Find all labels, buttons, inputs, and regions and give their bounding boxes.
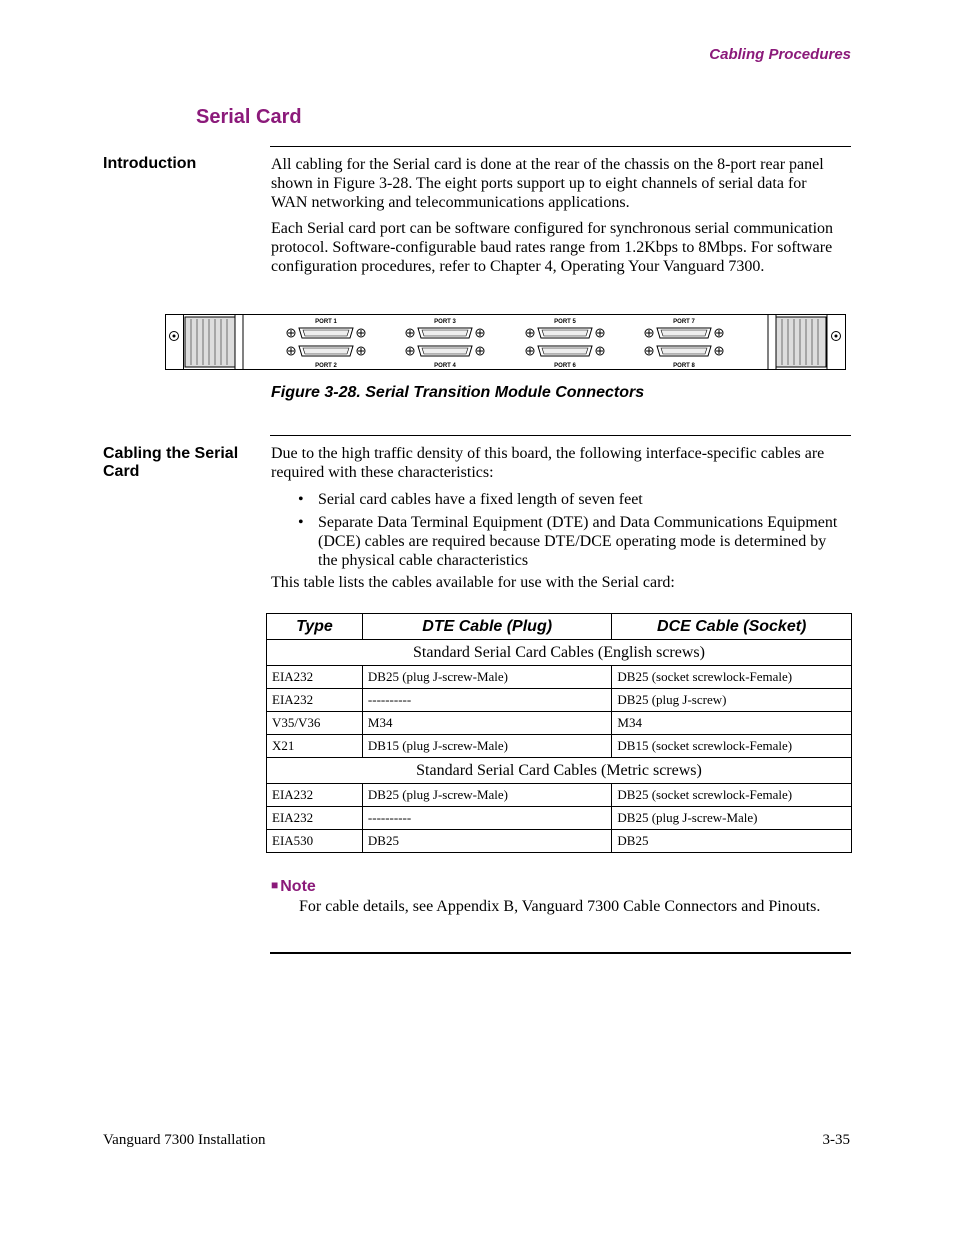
running-header: Cabling Procedures [709, 46, 851, 63]
cell-dte: ---------- [362, 689, 612, 712]
header-dte: DTE Cable (Plug) [362, 614, 612, 640]
port-7-label: PORT 7 [673, 319, 695, 325]
header-dce: DCE Cable (Socket) [612, 614, 852, 640]
serial-transition-module-figure [165, 314, 846, 370]
cabling-intro: Due to the high traffic density of this board, the following interface-specific cables are required with these characteristics: [271, 445, 825, 481]
table-row [267, 712, 852, 735]
group-metric-label: Standard Serial Card Cables (Metric screws) [267, 758, 852, 784]
group-english-label: Standard Serial Card Cables (English screws) [267, 640, 852, 666]
cabling-rule [270, 435, 851, 436]
table-group-row [267, 640, 852, 666]
cell-dte: ---------- [362, 807, 612, 830]
table-row [267, 666, 852, 689]
bullet-text: Separate Data Terminal Equipment (DTE) and Data Communications Equipment (DCE) cables are required because DTE/DCE operating mode is determined by the physical cable characteristics [318, 514, 838, 569]
table-row [267, 830, 852, 853]
introduction-body [271, 155, 846, 283]
cables-table [266, 613, 852, 853]
cell-dce: DB25 (socket screwlock-Female) [612, 666, 852, 689]
note-square-icon: ■ [271, 878, 279, 892]
cell-dce: DB15 (socket screwlock-Female) [612, 735, 852, 758]
cell-dce: M34 [612, 712, 852, 735]
table-intro: This table lists the cables available for use with the Serial card: [271, 574, 675, 591]
cell-type: EIA232 [267, 666, 363, 689]
cell-dce: DB25 (plug J-screw) [612, 689, 852, 712]
header-type: Type [267, 614, 363, 640]
cell-dce: DB25 (plug J-screw-Male) [612, 807, 852, 830]
cell-type: EIA232 [267, 784, 363, 807]
introduction-heading: Introduction [103, 155, 197, 172]
table-row [267, 784, 852, 807]
cell-dte: DB25 [362, 830, 612, 853]
note-heading-text: Note [280, 878, 316, 895]
cell-dte: DB25 (plug J-screw-Male) [362, 784, 612, 807]
port-2-label: PORT 2 [315, 363, 337, 369]
bullet-dot: • [298, 514, 304, 531]
footer-doc-title: Vanguard 7300 Installation [103, 1132, 266, 1148]
port-5-label: PORT 5 [554, 319, 576, 325]
cell-type: V35/V36 [267, 712, 363, 735]
note-body: For cable details, see Appendix B, Vanguard 7300 Cable Connectors and Pinouts. [299, 898, 821, 915]
cell-dte: DB25 (plug J-screw-Male) [362, 666, 612, 689]
port-3-label: PORT 3 [434, 319, 456, 325]
port-1-label: PORT 1 [315, 319, 337, 325]
cell-dte: DB15 (plug J-screw-Male) [362, 735, 612, 758]
table-row [267, 807, 852, 830]
table-group-row [267, 758, 852, 784]
intro-paragraph-1: All cabling for the Serial card is done at the rear of the chassis on the 8-port rear panel shown in Figure 3-28. The eight ports support up to eight channels of serial data for WAN networking and telecommunications applications. [271, 156, 824, 211]
cell-type: X21 [267, 735, 363, 758]
bullet-dot: • [298, 491, 304, 508]
cell-type: EIA530 [267, 830, 363, 853]
note-end-rule [270, 952, 851, 954]
cell-dce: DB25 [612, 830, 852, 853]
port-4-label: PORT 4 [434, 363, 456, 369]
cell-type: EIA232 [267, 689, 363, 712]
table-row [267, 689, 852, 712]
bullet-item [271, 513, 846, 570]
cell-type: EIA232 [267, 807, 363, 830]
cell-dce: DB25 (socket screwlock-Female) [612, 784, 852, 807]
bullet-item [271, 490, 846, 509]
figure-caption: Figure 3-28. Serial Transition Module Connectors [271, 384, 645, 401]
bullet-text: Serial card cables have a fixed length of seven feet [318, 491, 643, 508]
cell-dte: M34 [362, 712, 612, 735]
section-title: Serial Card [196, 106, 302, 128]
port-8-label: PORT 8 [673, 363, 695, 369]
footer-page-number: 3-35 [822, 1132, 850, 1148]
table-header-row [267, 614, 852, 640]
intro-paragraph-2: Each Serial card port can be software configured for synchronous serial communication protocol. Software-configurable baud rates range from 1.2Kbps to 8Mbps. For software configuration procedures, refer to Chapter 4, Operating Your Vanguard 7300. [271, 220, 834, 275]
cabling-heading: Cabling the Serial Card [103, 445, 239, 480]
cabling-bullet-list [271, 490, 846, 574]
note-heading [271, 878, 316, 896]
table-row [267, 735, 852, 758]
port-6-label: PORT 6 [554, 363, 576, 369]
section-rule [270, 146, 851, 147]
